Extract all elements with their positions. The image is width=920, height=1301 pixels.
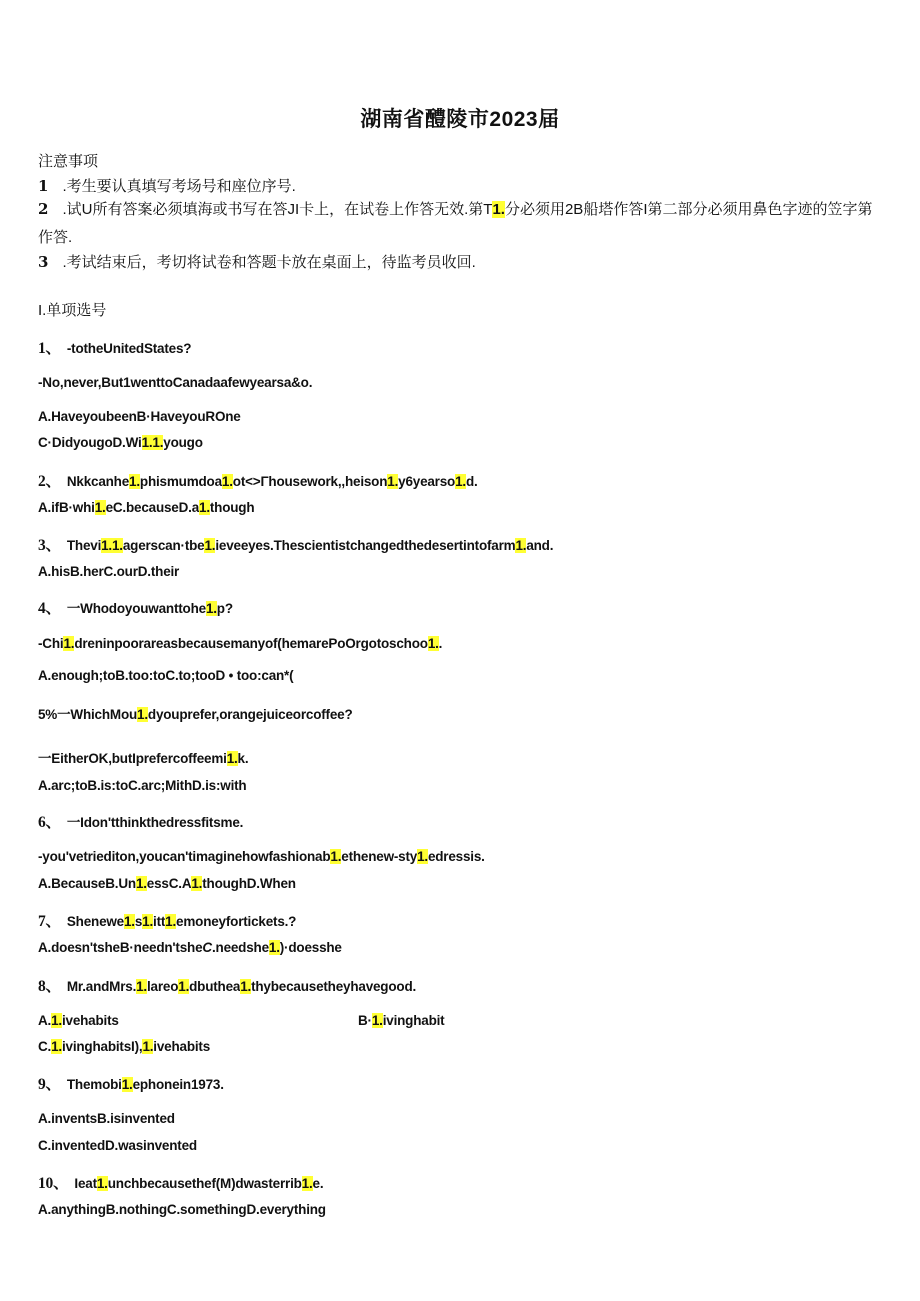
text-segment: C — [202, 940, 212, 955]
highlight-mark: 1. — [51, 1039, 62, 1054]
notice-item — [38, 195, 883, 252]
text-segment: dyouprefer,orangejuiceorcoffee? — [147, 707, 353, 722]
question-line — [38, 810, 243, 832]
highlight-mark: 1. — [94, 500, 106, 515]
text-segment: ivehabits — [153, 1039, 211, 1054]
highlight-mark: 1. — [123, 914, 135, 929]
text-segment: 一EitherOK,butIprefercoffeemi — [38, 751, 227, 766]
notice-heading: 注意事项 — [38, 152, 99, 170]
answer-options — [38, 1013, 119, 1028]
highlight-mark: 1. — [330, 849, 342, 864]
text-segment: yougo — [163, 435, 203, 450]
text-segment: 一Whodoyouwanttohe — [66, 601, 206, 616]
text-segment: .needshe — [211, 940, 269, 955]
question-line — [38, 747, 248, 767]
question-number: 7、 — [38, 913, 61, 930]
answer-options — [38, 409, 241, 424]
question-line — [38, 336, 191, 358]
answer-options — [38, 876, 296, 891]
notice-item-number: 3 — [38, 253, 49, 271]
text-segment: phismumdoa — [139, 474, 222, 489]
question-line — [38, 375, 312, 390]
text-segment: thybecausetheyhavegood. — [251, 979, 417, 994]
text-segment: C. — [38, 1039, 52, 1054]
notice-item — [38, 175, 296, 196]
highlight-mark: 1. — [515, 538, 527, 553]
text-segment: Thevi — [66, 538, 102, 553]
highlight-mark: 1.1. — [101, 538, 123, 553]
highlight-mark: 1. — [135, 876, 147, 891]
notice-item-text: .试U所有答案必须填海或书写在答JI卡上，在试卷上作答无效.第T — [62, 201, 493, 218]
highlight-mark: 1. — [121, 1077, 133, 1092]
highlight-mark: 1. — [371, 1013, 383, 1028]
answer-options — [38, 778, 246, 793]
text-segment: ot<>Γhousework,,heison — [232, 474, 388, 489]
text-segment: ivehabits — [61, 1013, 119, 1028]
answer-options — [38, 940, 342, 955]
answer-options — [38, 1111, 175, 1126]
answer-options — [358, 1013, 444, 1028]
text-segment: A.HaveyoubeenB·HaveyouROne — [38, 409, 241, 424]
text-segment: -totheUnitedStates? — [66, 341, 192, 356]
highlight-mark: 1. — [221, 474, 233, 489]
text-segment: thoughD.When — [202, 876, 296, 891]
highlight-mark: 1. — [240, 979, 252, 994]
answer-options — [38, 1202, 326, 1217]
text-segment: Ieat — [74, 1176, 97, 1191]
notice-item-number: 2 — [38, 200, 49, 218]
text-segment: A.arc;toB.is:toC.arc;MithD.is:with — [38, 778, 247, 793]
page-title: 湖南省醴陵市2023届 — [360, 108, 560, 131]
highlight-mark: 1. — [301, 1176, 313, 1191]
highlight-mark: 1. — [96, 1176, 108, 1191]
highlight-mark: 1. — [387, 474, 399, 489]
text-segment: ephonein1973. — [132, 1077, 224, 1092]
notice-item-text: .考生要认真填写考场号和座位序号. — [62, 178, 296, 195]
text-segment: though — [209, 500, 255, 515]
question-line — [38, 974, 416, 996]
text-segment: edressis. — [427, 849, 485, 864]
text-segment: A. — [38, 1013, 52, 1028]
text-segment: unchbecausethef(M)dwasterrib — [107, 1176, 302, 1191]
highlight-mark: 1. — [204, 538, 216, 553]
question-line — [38, 636, 442, 651]
highlight-mark: 1. — [136, 979, 147, 994]
text-segment: -No,never,But1wenttoCanadaafewyearsa&o. — [38, 375, 313, 390]
text-segment: essC.A — [146, 876, 192, 891]
text-segment: eC.becauseD.a — [105, 500, 200, 515]
text-segment: -Chi — [38, 636, 64, 651]
question-number: 2、 — [38, 473, 61, 490]
text-segment: A.anythingB.nothingC.somethingD.everything — [38, 1202, 326, 1217]
text-segment: B· — [358, 1013, 372, 1028]
question-line — [38, 596, 233, 618]
section-heading: I.单项选号 — [38, 302, 107, 319]
text-segment: agerscan·tbe — [122, 538, 205, 553]
highlight-mark: 1. — [417, 849, 428, 864]
highlight-mark: 1. — [492, 201, 505, 218]
question-number: 9、 — [38, 1076, 61, 1093]
text-segment: Mr.andMrs. — [66, 979, 137, 994]
question-line — [38, 1072, 224, 1094]
text-segment: Nkkcanhe — [66, 474, 130, 489]
text-segment: lareo — [146, 979, 179, 994]
notice-item — [38, 251, 476, 272]
text-segment: ieveeyes.Thescientistchangedthedesertintofarm — [215, 538, 516, 553]
question-number: 10、 — [38, 1175, 69, 1192]
question-number: 1、 — [38, 340, 61, 357]
highlight-mark: 1. — [142, 1039, 154, 1054]
text-segment: k. — [237, 751, 249, 766]
text-segment: A.hisB.herC.ourD.their — [38, 564, 180, 579]
text-segment: A.ifB·whi — [38, 500, 95, 515]
text-segment: emoneyfortickets.? — [176, 914, 297, 929]
text-segment: dreninpoorareasbecausemanyof(hemarePoOrgotoschoo — [74, 636, 428, 651]
answer-options — [38, 500, 254, 515]
highlight-mark: 1. — [226, 751, 238, 766]
text-segment: -you'vetriediton,youcan'timaginehowfashionab — [38, 849, 331, 864]
text-segment: C.inventedD.wasinvented — [38, 1138, 197, 1153]
highlight-mark: 1. — [129, 474, 140, 489]
question-line — [38, 703, 353, 723]
question-line — [38, 909, 296, 931]
text-segment: e. — [312, 1176, 324, 1191]
answer-options — [38, 1039, 210, 1054]
text-segment: 一Idon'tthinkthedressfitsme. — [66, 815, 244, 830]
text-segment: A.inventsB.isinvented — [38, 1111, 175, 1126]
text-segment: Themobi — [66, 1077, 122, 1092]
answer-options — [38, 1138, 197, 1153]
highlight-mark: 1. — [199, 500, 210, 515]
text-segment: s — [134, 914, 143, 929]
text-segment: A.enough;toB.too:toC.to;tooD • too:can*( — [38, 668, 294, 683]
highlight-mark: 1. — [427, 636, 439, 651]
highlight-mark: 1. — [455, 474, 466, 489]
answer-options — [38, 564, 179, 579]
highlight-mark: 1. — [63, 636, 75, 651]
highlight-mark: 1. — [191, 876, 203, 891]
highlight-mark: 1. — [205, 601, 217, 616]
answer-options — [38, 435, 203, 450]
question-line — [38, 533, 553, 555]
highlight-mark: 1. — [51, 1013, 62, 1028]
highlight-mark: 1.1. — [141, 435, 164, 450]
question-number: 3、 — [38, 537, 61, 554]
highlight-mark: 1. — [165, 914, 177, 929]
question-line — [38, 1171, 323, 1193]
text-segment: p? — [216, 601, 233, 616]
text-segment: and. — [526, 538, 554, 553]
text-segment: Shenewe — [66, 914, 124, 929]
question-number: 6、 — [38, 814, 61, 831]
text-segment: ethenew-sty — [341, 849, 418, 864]
text-segment: 5%一WhichMou — [38, 707, 138, 722]
text-segment: ivinghabitsI), — [61, 1039, 143, 1054]
text-segment: ivinghabit — [382, 1013, 445, 1028]
highlight-mark: 1. — [268, 940, 280, 955]
highlight-mark: 1. — [137, 707, 148, 722]
text-segment: A.BecauseB.Un — [38, 876, 136, 891]
question-number: 4、 — [38, 600, 61, 617]
highlight-mark: 1. — [178, 979, 190, 994]
text-segment: A.doesn'tsheB·needn'tshe — [38, 940, 203, 955]
text-segment: y6yearso — [398, 474, 456, 489]
question-line — [38, 469, 478, 491]
highlight-mark: 1. — [142, 914, 154, 929]
text-segment: . — [438, 636, 443, 651]
text-segment: dbuthea — [189, 979, 241, 994]
notice-item-text: 分必须用2B船塔作答I第二部分必须用鼻色字迹的笠字第作答. — [38, 201, 873, 246]
text-segment: d. — [465, 474, 478, 489]
notice-item-number: 1 — [38, 177, 49, 195]
text-segment: itt — [153, 914, 166, 929]
answer-options — [38, 668, 293, 683]
question-line — [38, 849, 485, 864]
text-segment: C·DidyougoD.Wi — [38, 435, 142, 450]
question-number: 8、 — [38, 978, 61, 995]
notice-item-text: .考试结束后，考切将试卷和答题卡放在桌面上，待监考员收回. — [62, 254, 476, 271]
text-segment: )·doesshe — [279, 940, 342, 955]
